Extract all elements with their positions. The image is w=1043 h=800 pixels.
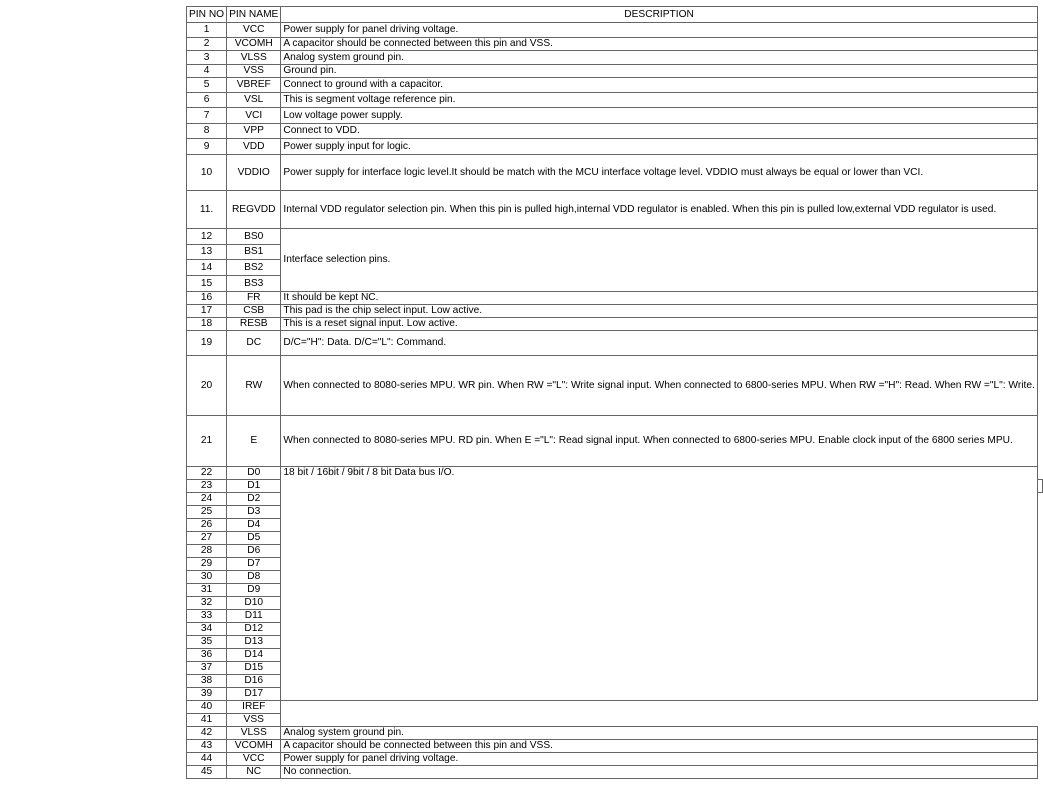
- pin-number: 7: [187, 108, 227, 124]
- pin-number: 6: [187, 93, 227, 108]
- table-row: [187, 229, 1043, 245]
- pin-description: [1037, 480, 1042, 493]
- pin-number: 36: [187, 649, 227, 662]
- pin-name: NC: [227, 766, 281, 779]
- pin-number: 22: [187, 467, 227, 480]
- pin-number: 43: [187, 740, 227, 753]
- pin-description: Power supply for panel driving voltage.: [281, 753, 1037, 766]
- table-row: [187, 356, 1043, 416]
- pin-name: BS2: [227, 260, 281, 276]
- pin-name: VCC: [227, 23, 281, 38]
- table-row: [187, 766, 1043, 779]
- table-row: [187, 23, 1043, 38]
- pin-name: VSS: [227, 714, 281, 727]
- header-pin-name: PIN NAME: [227, 7, 281, 23]
- pin-number: 45: [187, 766, 227, 779]
- pin-description: A capacitor should be connected between this pin and VSS.: [281, 38, 1037, 51]
- pin-number: 4: [187, 65, 227, 78]
- pin-number: 35: [187, 636, 227, 649]
- pin-number: 26: [187, 519, 227, 532]
- pin-name: D10: [227, 597, 281, 610]
- pin-name: FR: [227, 292, 281, 305]
- table-row: [187, 38, 1043, 51]
- pin-number: 1: [187, 23, 227, 38]
- table-row: [187, 331, 1043, 356]
- pin-name: VCC: [227, 753, 281, 766]
- pin-name: VCOMH: [227, 38, 281, 51]
- pin-number: 19: [187, 331, 227, 356]
- pin-number: 17: [187, 305, 227, 318]
- pin-description: Power supply input for logic.: [281, 139, 1037, 155]
- table-row: [187, 753, 1043, 766]
- table-row: [187, 78, 1043, 93]
- pin-number: 33: [187, 610, 227, 623]
- pin-number: 16: [187, 292, 227, 305]
- pin-name: DC: [227, 331, 281, 356]
- pin-number: 5: [187, 78, 227, 93]
- pin-name: D13: [227, 636, 281, 649]
- pin-number: 41: [187, 714, 227, 727]
- pin-number: 31: [187, 584, 227, 597]
- pin-description: Ground pin.: [281, 65, 1037, 78]
- pin-number: 40: [187, 701, 227, 714]
- pin-name: E: [227, 416, 281, 467]
- pin-number: 11.: [187, 191, 227, 229]
- pin-number: 15: [187, 276, 227, 292]
- table-row: [187, 727, 1043, 740]
- table-row: [187, 701, 1043, 714]
- pin-name: VPP: [227, 124, 281, 139]
- pin-name: BS3: [227, 276, 281, 292]
- pin-number: 32: [187, 597, 227, 610]
- pin-description: Internal VDD regulator selection pin. When this pin is pulled high,internal VDD regulator is enabled. When this pin is pulled low,external VDD regulator is used.: [281, 191, 1037, 229]
- pin-description: Connect to ground with a capacitor.: [281, 78, 1037, 93]
- table-row: [187, 416, 1043, 467]
- pin-name: D3: [227, 506, 281, 519]
- pin-description: Analog system ground pin.: [281, 51, 1037, 65]
- pin-name: D15: [227, 662, 281, 675]
- pin-number: 10: [187, 155, 227, 191]
- pin-name: D4: [227, 519, 281, 532]
- pin-name: D6: [227, 545, 281, 558]
- pin-number: 9: [187, 139, 227, 155]
- pin-number: 27: [187, 532, 227, 545]
- pin-name: IREF: [227, 701, 281, 714]
- pin-description: Connect to VDD.: [281, 124, 1037, 139]
- pin-name: D5: [227, 532, 281, 545]
- pin-number: 14: [187, 260, 227, 276]
- pin-number: 42: [187, 727, 227, 740]
- pin-name: VBREF: [227, 78, 281, 93]
- pin-number: 25: [187, 506, 227, 519]
- pin-number: 12: [187, 229, 227, 245]
- pin-name: D8: [227, 571, 281, 584]
- pin-number: 39: [187, 688, 227, 701]
- pin-name: VLSS: [227, 727, 281, 740]
- pin-name: VCI: [227, 108, 281, 124]
- pin-name: D17: [227, 688, 281, 701]
- pin-number: 2: [187, 38, 227, 51]
- pin-name: VCOMH: [227, 740, 281, 753]
- pin-description: When connected to 8080-series MPU. RD pin. When E ="L": Read signal input. When connected to 6800-series MPU. Enable clock input of the 6800 series MPU.: [281, 416, 1037, 467]
- pin-description: This is segment voltage reference pin.: [281, 93, 1037, 108]
- pin-description: Power supply for interface logic level.It should be match with the MCU interface voltage level. VDDIO must always be equal or lower than VCI.: [281, 155, 1037, 191]
- pin-name: D2: [227, 493, 281, 506]
- pin-name: D1: [227, 480, 281, 493]
- pin-number: 23: [187, 480, 227, 493]
- pin-number: 37: [187, 662, 227, 675]
- table-header-row: [187, 7, 1043, 23]
- pin-number: 8: [187, 124, 227, 139]
- table-row: [187, 124, 1043, 139]
- pin-name: D0: [227, 467, 281, 480]
- pin-description: 18 bit / 16bit / 9bit / 8 bit Data bus I/O.: [281, 467, 1037, 701]
- pin-name: BS0: [227, 229, 281, 245]
- pin-description: Analog system ground pin.: [281, 727, 1037, 740]
- table-row: [187, 714, 1043, 727]
- pin-number: 20: [187, 356, 227, 416]
- table-row: [187, 305, 1043, 318]
- pin-description: Power supply for panel driving voltage.: [281, 23, 1037, 38]
- pin-name: CSB: [227, 305, 281, 318]
- pin-name: RESB: [227, 318, 281, 331]
- pin-name: D14: [227, 649, 281, 662]
- pin-name: VSL: [227, 93, 281, 108]
- pin-name: VDDIO: [227, 155, 281, 191]
- pin-description: No connection.: [281, 766, 1037, 779]
- pin-description: D/C="H": Data. D/C="L": Command.: [281, 331, 1037, 356]
- pin-table: [186, 6, 1043, 779]
- table-row: [187, 467, 1043, 480]
- pin-number: 38: [187, 675, 227, 688]
- pin-name: RW: [227, 356, 281, 416]
- pin-description: This is a reset signal input. Low active.: [281, 318, 1037, 331]
- pin-name: VDD: [227, 139, 281, 155]
- pin-description: Low voltage power supply.: [281, 108, 1037, 124]
- table-row: [187, 93, 1043, 108]
- table-row: [187, 65, 1043, 78]
- pin-name: D9: [227, 584, 281, 597]
- pin-name: VSS: [227, 65, 281, 78]
- table-row: [187, 108, 1043, 124]
- table-row: [187, 139, 1043, 155]
- table-row: [187, 51, 1043, 65]
- pin-number: 29: [187, 558, 227, 571]
- table-row: [187, 318, 1043, 331]
- pin-name: BS1: [227, 245, 281, 260]
- pin-number: 28: [187, 545, 227, 558]
- pin-table-body: [187, 23, 1043, 779]
- pin-number: 24: [187, 493, 227, 506]
- pin-description: It should be kept NC.: [281, 292, 1037, 305]
- pin-description: A capacitor should be connected between this pin and VSS.: [281, 740, 1037, 753]
- pin-description: This pad is the chip select input. Low active.: [281, 305, 1037, 318]
- table-row: [187, 740, 1043, 753]
- pin-name: REGVDD: [227, 191, 281, 229]
- pin-name: D16: [227, 675, 281, 688]
- pin-description: Interface selection pins.: [281, 229, 1037, 292]
- pin-name: VLSS: [227, 51, 281, 65]
- pin-number: 21: [187, 416, 227, 467]
- pin-name: D11: [227, 610, 281, 623]
- pin-name: D12: [227, 623, 281, 636]
- pin-number: 18: [187, 318, 227, 331]
- table-row: [187, 292, 1043, 305]
- pin-name: D7: [227, 558, 281, 571]
- pin-number: 3: [187, 51, 227, 65]
- pin-number: 44: [187, 753, 227, 766]
- table-row: [187, 191, 1043, 229]
- header-pin-no: PIN NO: [187, 7, 227, 23]
- header-description: DESCRIPTION: [281, 7, 1037, 23]
- pin-number: 30: [187, 571, 227, 584]
- pin-number: 34: [187, 623, 227, 636]
- pin-description: When connected to 8080-series MPU. WR pin. When RW ="L": Write signal input. When connected to 6800-series MPU. When RW ="H": Read. When RW ="L": Write.: [281, 356, 1037, 416]
- pin-number: 13: [187, 245, 227, 260]
- table-row: [187, 155, 1043, 191]
